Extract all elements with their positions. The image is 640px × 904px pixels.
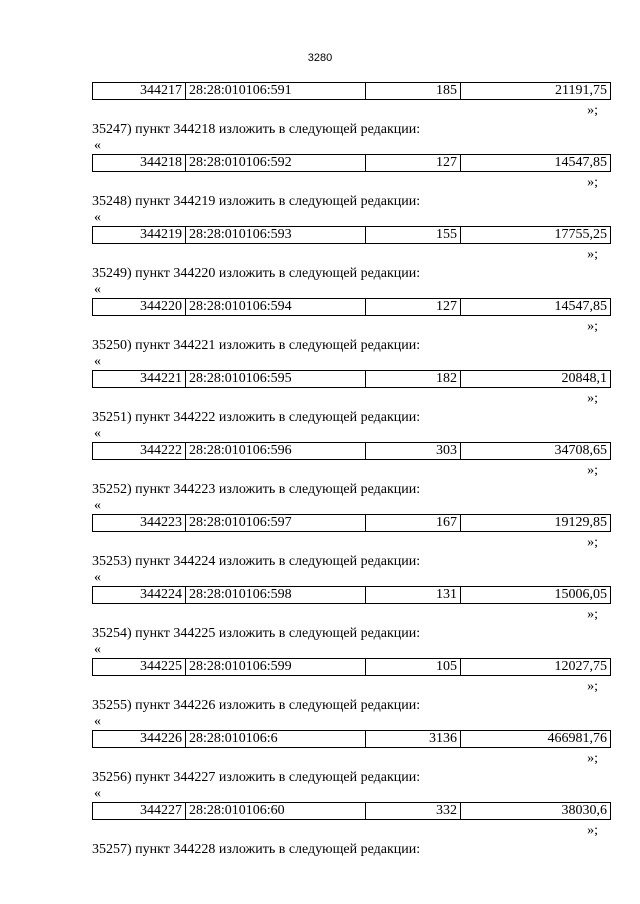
cell-area: 167: [366, 515, 461, 532]
cell-area: 127: [366, 299, 461, 316]
instruction-line: 35252) пункт 344223 изложить в следующей редакции:: [92, 482, 421, 497]
cell-area: 131: [366, 587, 461, 604]
closing-quote: »;: [587, 103, 598, 118]
cell-number: 344217: [93, 83, 186, 100]
cell-value: 34708,65: [461, 443, 611, 460]
cell-cadastral: 28:28:010106:599: [186, 659, 366, 676]
table-row: [92, 802, 611, 820]
cell-cadastral: 28:28:010106:592: [186, 155, 366, 172]
closing-quote: »;: [587, 319, 598, 334]
table-row: [92, 154, 611, 172]
cell-number: 344222: [93, 443, 186, 460]
instruction-line: 35248) пункт 344219 изложить в следующей редакции:: [92, 194, 421, 209]
closing-quote: »;: [587, 823, 598, 838]
instruction-line: 35256) пункт 344227 изложить в следующей редакции:: [92, 770, 421, 785]
cell-value: 14547,85: [461, 299, 611, 316]
cell-area: 127: [366, 155, 461, 172]
opening-quote: «: [94, 282, 101, 297]
cell-area: 105: [366, 659, 461, 676]
instruction-line: 35254) пункт 344225 изложить в следующей редакции:: [92, 626, 421, 641]
cell-number: 344220: [93, 299, 186, 316]
cell-cadastral: 28:28:010106:598: [186, 587, 366, 604]
instruction-line: 35247) пункт 344218 изложить в следующей редакции:: [92, 122, 421, 137]
cell-value: 38030,6: [461, 803, 611, 820]
opening-quote: «: [94, 570, 101, 585]
cell-cadastral: 28:28:010106:595: [186, 371, 366, 388]
table-row: [92, 82, 611, 100]
closing-quote: »;: [587, 679, 598, 694]
table-row: [92, 658, 611, 676]
cell-number: 344221: [93, 371, 186, 388]
cell-number: 344223: [93, 515, 186, 532]
cell-cadastral: 28:28:010106:6: [186, 731, 366, 748]
cell-cadastral: 28:28:010106:594: [186, 299, 366, 316]
cell-value: 17755,25: [461, 227, 611, 244]
opening-quote: «: [94, 714, 101, 729]
cell-area: 185: [366, 83, 461, 100]
instruction-line: 35255) пункт 344226 изложить в следующей редакции:: [92, 698, 421, 713]
cell-cadastral: 28:28:010106:593: [186, 227, 366, 244]
table-row: [92, 370, 611, 388]
cell-value: 20848,1: [461, 371, 611, 388]
cell-number: 344225: [93, 659, 186, 676]
final-instruction: 35257) пункт 344228 изложить в следующей редакции:: [92, 842, 421, 857]
closing-quote: »;: [587, 535, 598, 550]
page-number: 3280: [307, 52, 333, 64]
opening-quote: «: [94, 138, 101, 153]
instruction-line: 35250) пункт 344221 изложить в следующей редакции:: [92, 338, 421, 353]
cell-number: 344218: [93, 155, 186, 172]
cell-value: 15006,05: [461, 587, 611, 604]
closing-quote: »;: [587, 391, 598, 406]
cell-number: 344219: [93, 227, 186, 244]
cell-cadastral: 28:28:010106:591: [186, 83, 366, 100]
cell-value: 21191,75: [461, 83, 611, 100]
cell-value: 466981,76: [461, 731, 611, 748]
table-row: [92, 226, 611, 244]
closing-quote: »;: [587, 463, 598, 478]
cell-number: 344227: [93, 803, 186, 820]
table-row: [92, 586, 611, 604]
cell-area: 332: [366, 803, 461, 820]
cell-area: 3136: [366, 731, 461, 748]
opening-quote: «: [94, 210, 101, 225]
closing-quote: »;: [587, 751, 598, 766]
opening-quote: «: [94, 786, 101, 801]
cell-number: 344224: [93, 587, 186, 604]
closing-quote: »;: [587, 175, 598, 190]
table-row: [92, 442, 611, 460]
closing-quote: »;: [587, 247, 598, 262]
instruction-line: 35251) пункт 344222 изложить в следующей редакции:: [92, 410, 421, 425]
cell-cadastral: 28:28:010106:60: [186, 803, 366, 820]
cell-cadastral: 28:28:010106:596: [186, 443, 366, 460]
cell-area: 155: [366, 227, 461, 244]
cell-number: 344226: [93, 731, 186, 748]
document-body: [92, 82, 610, 858]
instruction-line: 35253) пункт 344224 изложить в следующей редакции:: [92, 554, 421, 569]
instruction-line: 35249) пункт 344220 изложить в следующей редакции:: [92, 266, 421, 281]
cell-value: 12027,75: [461, 659, 611, 676]
cell-value: 14547,85: [461, 155, 611, 172]
table-row: [92, 298, 611, 316]
cell-value: 19129,85: [461, 515, 611, 532]
cell-area: 303: [366, 443, 461, 460]
table-row: [92, 730, 611, 748]
cell-area: 182: [366, 371, 461, 388]
opening-quote: «: [94, 426, 101, 441]
table-row: [92, 514, 611, 532]
opening-quote: «: [94, 354, 101, 369]
opening-quote: «: [94, 642, 101, 657]
cell-cadastral: 28:28:010106:597: [186, 515, 366, 532]
closing-quote: »;: [587, 607, 598, 622]
opening-quote: «: [94, 498, 101, 513]
